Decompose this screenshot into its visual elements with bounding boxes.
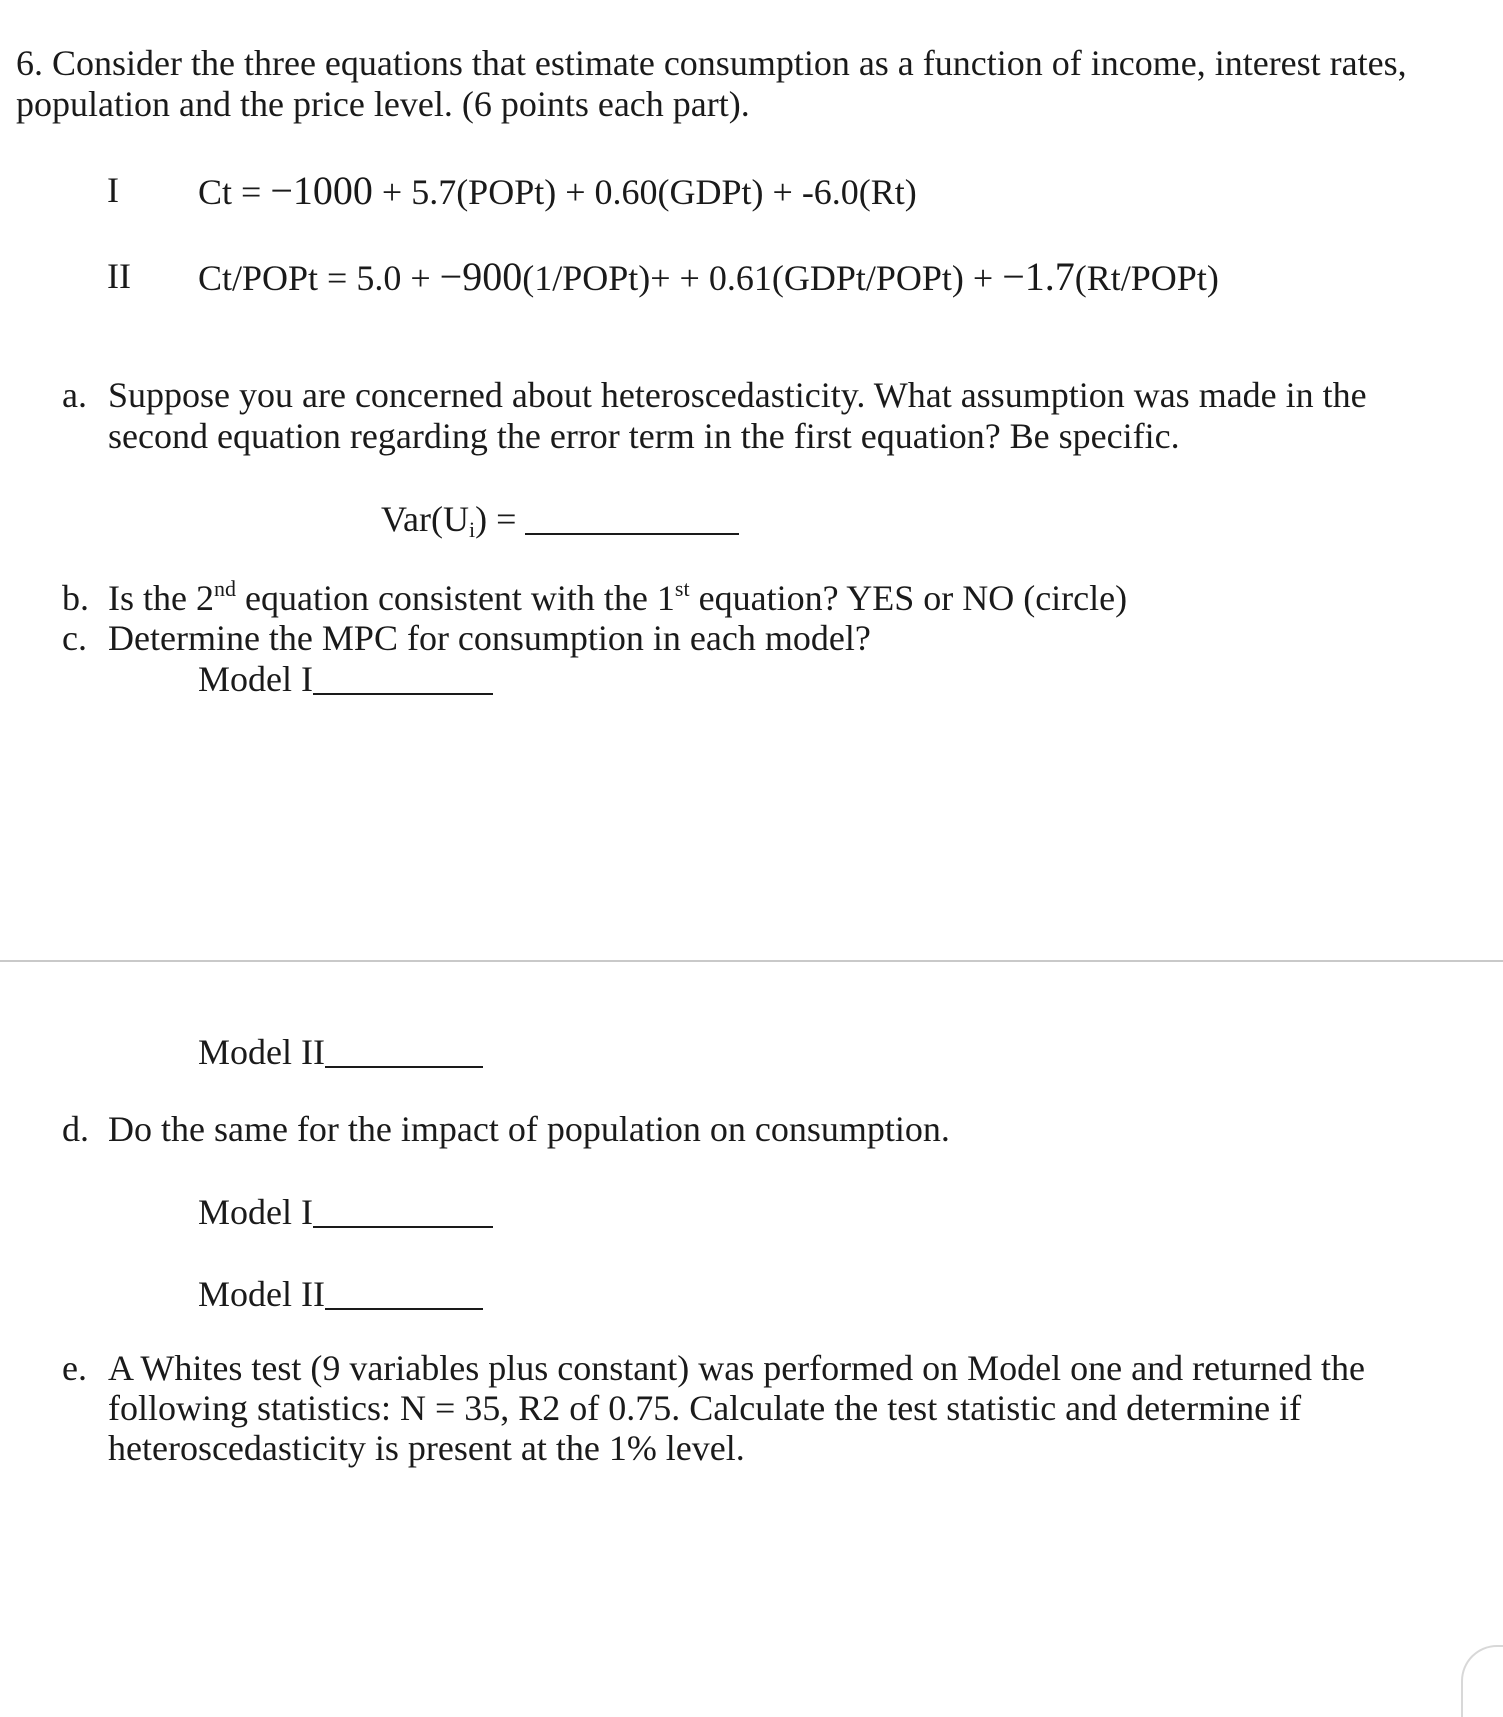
equation-2-constant: −900 xyxy=(439,254,523,299)
part-d-model-2-blank[interactable] xyxy=(325,1272,483,1310)
part-a-line-1: Suppose you are concerned about heteroscedasticity. What assumption was made in the xyxy=(108,375,1367,415)
part-c-model-2 xyxy=(198,1030,483,1074)
part-a-line-2: second equation regarding the error term in the first equation? Be specific. xyxy=(108,416,1180,456)
part-c-model-2-label: Model II xyxy=(198,1032,325,1072)
equation-2-terms: (1/POPt)+ + 0.61(GDPt/POPt) + xyxy=(522,258,1003,298)
part-e-line-3: heteroscedasticity is present at the 1% level. xyxy=(108,1428,745,1468)
part-b-superscript-2: st xyxy=(674,576,690,601)
part-e-label: e. xyxy=(62,1348,87,1388)
part-a-label: a. xyxy=(62,375,87,415)
question-text-line-1: Consider the three equations that estimate consumption as a function of income, interest rates, xyxy=(52,43,1407,83)
variance-prefix: Var(U xyxy=(381,499,469,539)
question-number: 6. xyxy=(16,43,43,83)
variance-subscript: i xyxy=(468,517,476,542)
part-c-model-2-blank[interactable] xyxy=(325,1030,483,1068)
part-b-question xyxy=(108,577,1127,620)
part-d-model-2-label: Model II xyxy=(198,1274,325,1314)
equation-1-lhs: Ct = xyxy=(198,172,271,212)
part-d-model-1-blank[interactable] xyxy=(313,1190,493,1228)
equation-1-constant: −1000 xyxy=(270,168,373,213)
page-divider xyxy=(0,960,1503,962)
variance-answer-blank[interactable] xyxy=(525,497,739,535)
variance-suffix: ) = xyxy=(475,499,517,539)
question-text-line-2: population and the price level. (6 points each part). xyxy=(16,84,750,124)
part-e-line-1: A Whites test (9 variables plus constant) was performed on Model one and returned the xyxy=(108,1348,1365,1388)
part-c-question: Determine the MPC for consumption in each model? xyxy=(108,618,871,658)
part-d-label: d. xyxy=(62,1109,89,1149)
equation-1-label: I xyxy=(107,170,119,210)
equation-1 xyxy=(198,169,917,214)
part-c-model-1 xyxy=(198,657,493,701)
part-b-text-3: equation? YES or NO (circle) xyxy=(689,578,1128,618)
equation-2-rate-coefficient: −1.7 xyxy=(1002,254,1075,299)
part-d-question: Do the same for the impact of population on consumption. xyxy=(108,1109,950,1149)
part-c-model-1-label: Model I xyxy=(198,659,313,699)
equation-2 xyxy=(198,255,1219,300)
equation-2-tail: (Rt/POPt) xyxy=(1074,258,1219,298)
part-d-model-1 xyxy=(198,1190,493,1234)
part-b-superscript-1: nd xyxy=(213,576,236,601)
question-header xyxy=(16,42,1407,85)
page-curl-decoration xyxy=(1461,1645,1503,1717)
part-b-text-1: Is the 2 xyxy=(108,578,214,618)
part-b-text-2: equation consistent with the 1 xyxy=(235,578,675,618)
part-c-label: c. xyxy=(62,618,87,658)
equation-2-lhs: Ct/POPt = 5.0 + xyxy=(198,258,440,298)
equation-2-label: II xyxy=(107,256,131,296)
part-c-model-1-blank[interactable] xyxy=(313,657,493,695)
variance-expression xyxy=(381,497,739,541)
equation-1-terms: + 5.7(POPt) + 0.60(GDPt) + -6.0(Rt) xyxy=(372,172,917,212)
part-d-model-1-label: Model I xyxy=(198,1192,313,1232)
part-b-label: b. xyxy=(62,578,89,618)
part-d-model-2 xyxy=(198,1272,483,1316)
part-e-line-2: following statistics: N = 35, R2 of 0.75. Calculate the test statistic and determine if xyxy=(108,1388,1302,1428)
